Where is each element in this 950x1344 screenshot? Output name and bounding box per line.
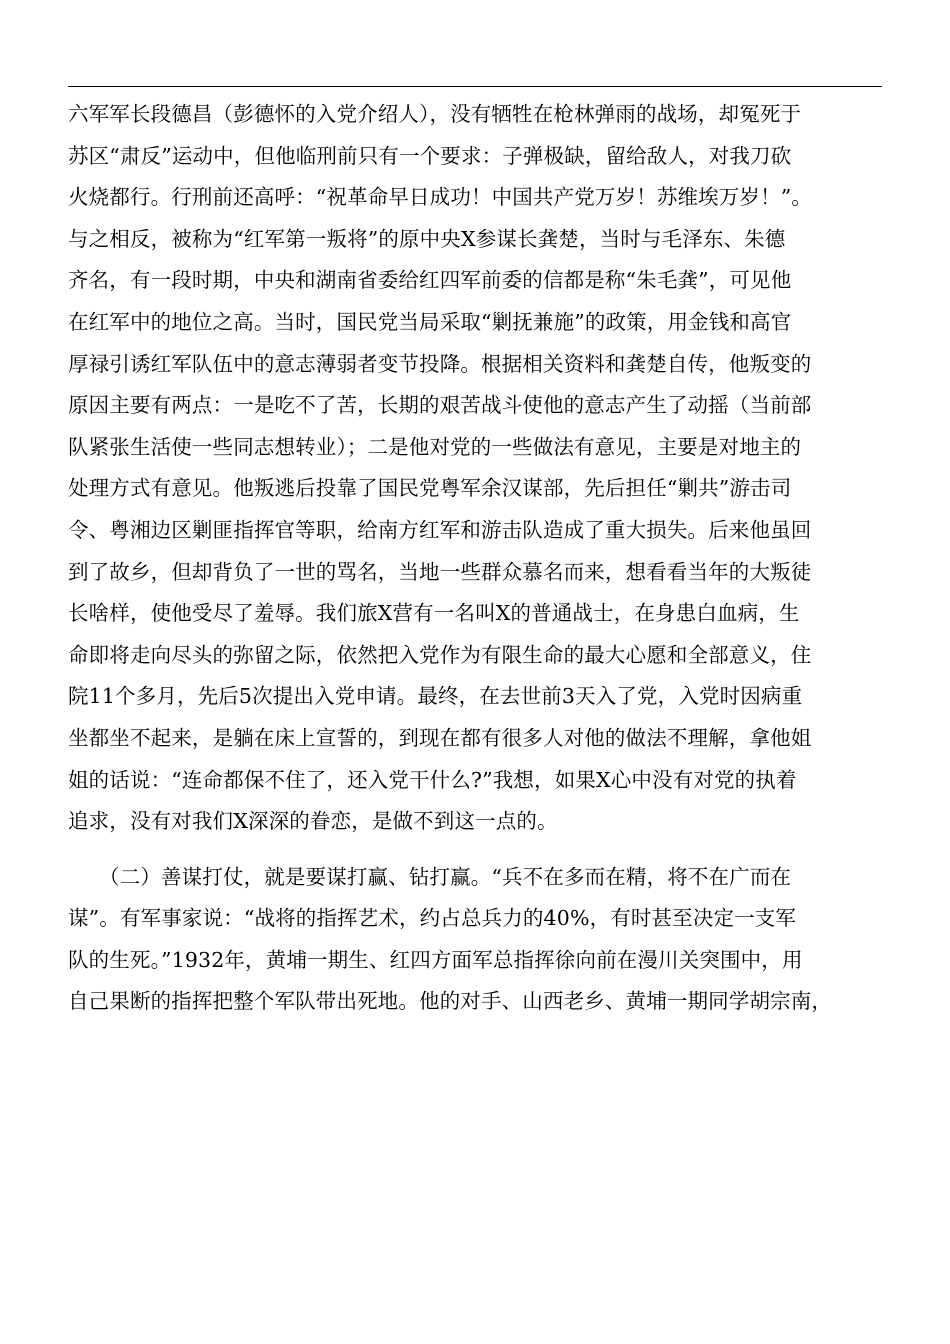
text-line: （二）善谋打仗，就是要谋打赢、钻打赢。“兵不在多而在精，将不在广而在 bbox=[68, 864, 792, 889]
header-rule bbox=[68, 86, 882, 87]
text-line: 追求，没有对我们X深深的眷恋，是做不到这一点的。 bbox=[68, 809, 558, 834]
text-line: 苏区“肃反”运动中，但他临刑前只有一个要求：子弹极缺，留给敌人，对我刀砍 bbox=[68, 143, 792, 168]
text-line: 火烧都行。行刑前还高呼：“祝革命早日成功！中国共产党万岁！苏维埃万岁！”。 bbox=[68, 185, 813, 210]
document-body bbox=[68, 94, 898, 1023]
text-line: 姐的话说：“连命都保不住了，还入党干什么?”我想，如果X心中没有对党的执着 bbox=[68, 767, 797, 792]
text-line: 到了故乡，但却背负了一世的骂名，当地一些群众慕名而来，想看看当年的大叛徒 bbox=[68, 559, 812, 584]
text-line: 原因主要有两点：一是吃不了苦，长期的艰苦战斗使他的意志产生了动摇（当前部 bbox=[68, 393, 812, 418]
text-line: 令、粤湘边区剿匪指挥官等职，给南方红军和游击队造成了重大损失。后来他虽回 bbox=[68, 517, 812, 542]
text-line: 处理方式有意见。他叛逃后投靠了国民党粤军余汉谋部，先后担任“剿共”游击司 bbox=[68, 476, 792, 501]
text-line: 长啥样，使他受尽了羞辱。我们旅X营有一名叫X的普通战士，在身患白血病，生 bbox=[68, 601, 800, 626]
text-line: 在红军中的地位之高。当时，国民党当局采取“剿抚兼施”的政策，用金钱和高官 bbox=[68, 309, 792, 334]
text-line: 六军军长段德昌（彭德怀的入党介绍人），没有牺牲在枪林弹雨的战场，却冤死于 bbox=[68, 102, 802, 126]
text-line: 队紧张生活使一些同志想转业）；二是他对党的一些做法有意见，主要是对地主的 bbox=[68, 434, 802, 459]
text-line: 命即将走向尽头的弥留之际，依然把入党作为有限生命的最大心愿和全部意义，住 bbox=[68, 642, 812, 667]
text-line: 坐都坐不起来，是躺在床上宣誓的，到现在都有很多人对他的做法不理解，拿他姐 bbox=[68, 725, 812, 750]
text-line: 队的生死。”1932年，黄埔一期生、红四方面军总指挥徐向前在漫川关突围中，用 bbox=[68, 947, 803, 972]
paragraph-1 bbox=[68, 94, 898, 843]
paragraph-spacer bbox=[68, 843, 898, 857]
text-line: 与之相反，被称为“红军第一叛将”的原中央X参谋长龚楚，当时与毛泽东、朱德 bbox=[68, 226, 786, 251]
text-line: 谋”。有军事家说：“战将的指挥艺术，约占总兵力的40%，有时甚至决定一支军 bbox=[68, 906, 797, 931]
text-line: 厚禄引诱红军队伍中的意志薄弱者变节投降。根据相关资料和龚楚自传，他叛变的 bbox=[68, 351, 812, 376]
text-line: 齐名，有一段时期，中央和湖南省委给红四军前委的信都是称“朱毛龚”，可见他 bbox=[68, 268, 792, 293]
paragraph-2 bbox=[68, 857, 898, 1023]
text-line: 自己果断的指挥把整个军队带出死地。他的对手、山西老乡、黄埔一期同学胡宗南， bbox=[68, 989, 833, 1014]
text-line: 院11个多月，先后5次提出入党申请。最终，在去世前3天入了党，入党时因病重 bbox=[68, 684, 803, 709]
